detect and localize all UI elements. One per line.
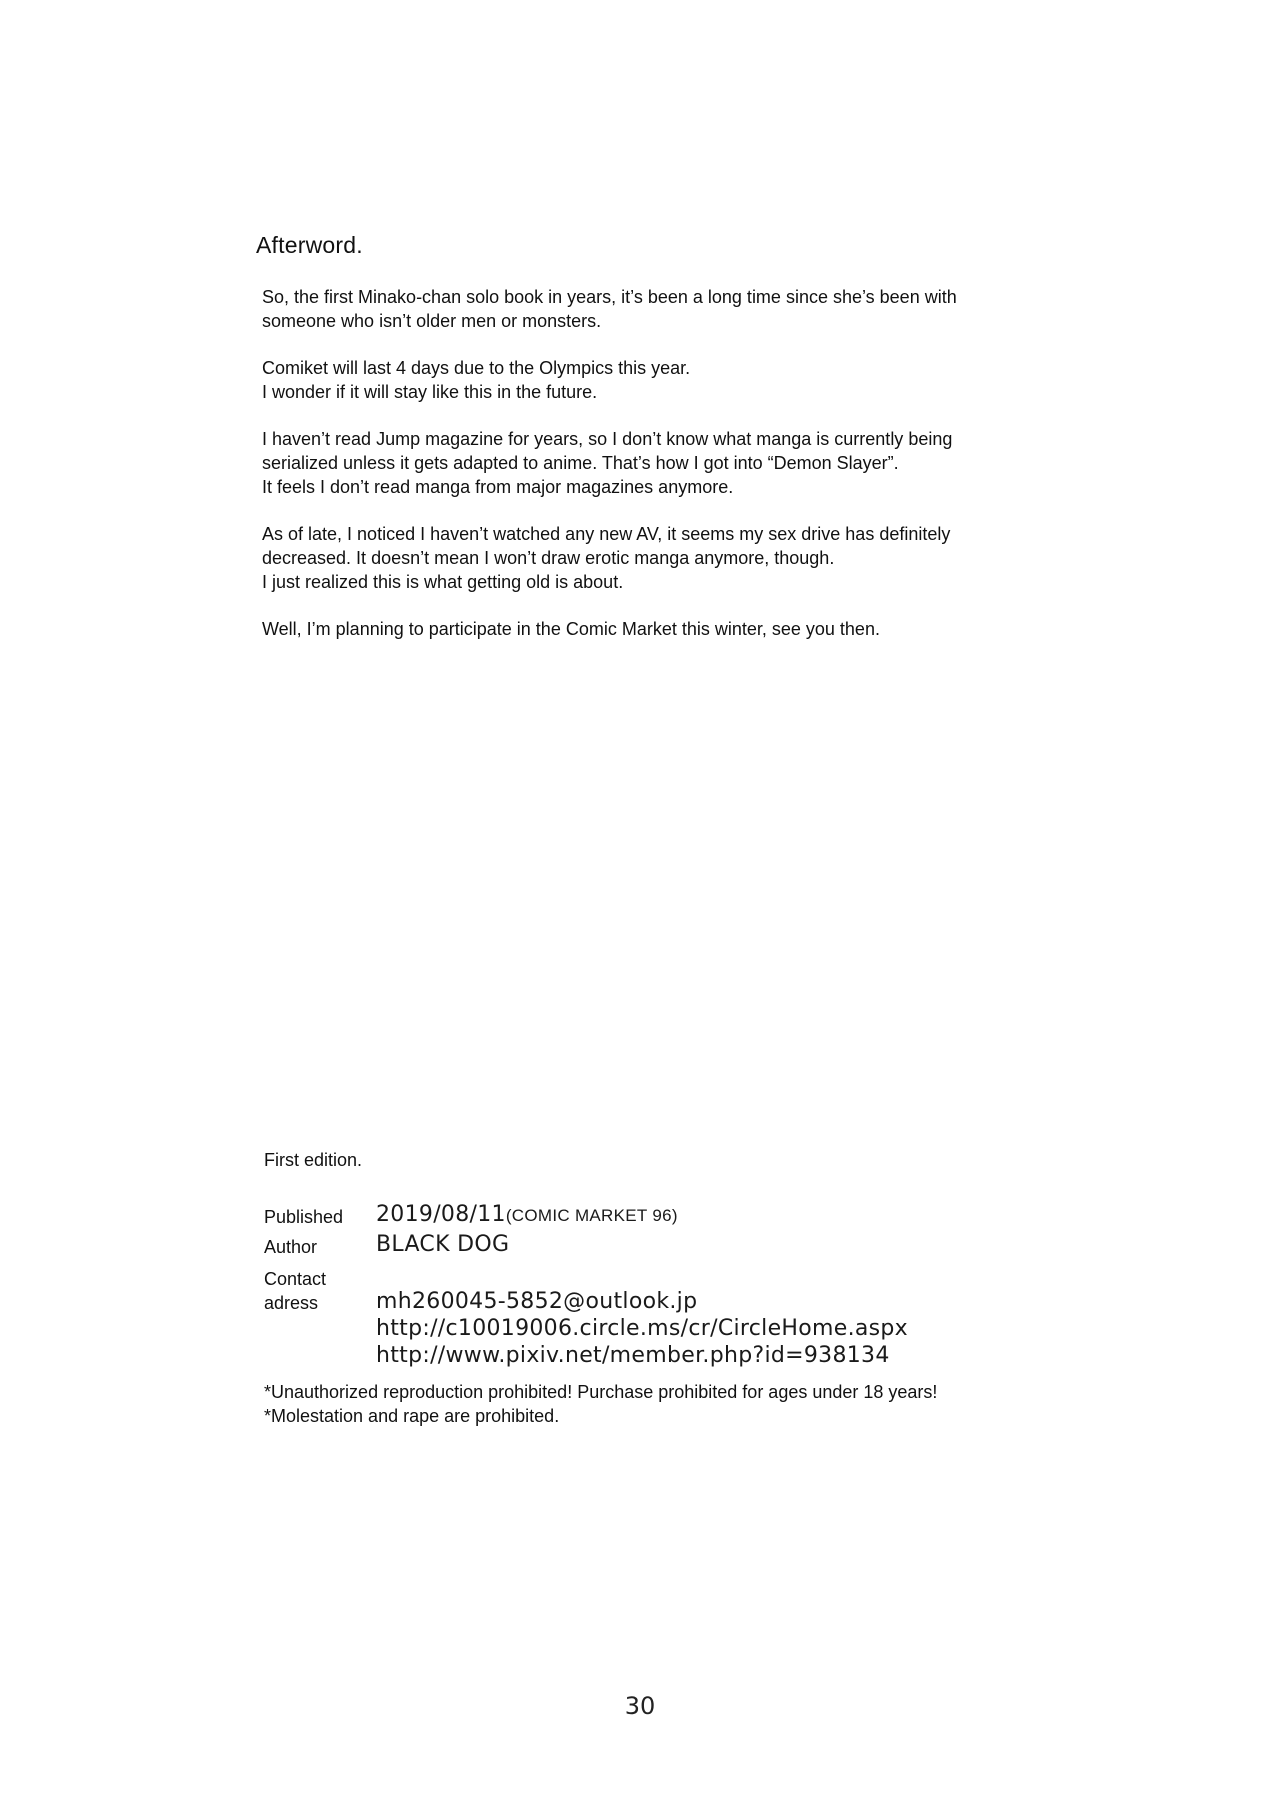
paragraph-5 — [262, 617, 1182, 641]
pixiv-url[interactable]: http://www.pixiv.net/member.php?id=938134 — [376, 1343, 890, 1368]
author-label: Author — [264, 1237, 318, 1257]
contact-label-2: adress — [264, 1293, 319, 1313]
paragraph-line: It feels I don’t read manga from major magazines anymore. — [262, 477, 734, 497]
edition-label: First edition. — [264, 1150, 363, 1170]
author-value: BLACK DOG — [376, 1232, 510, 1257]
legal-note: *Molestation and rape are prohibited. — [264, 1406, 560, 1426]
paragraph-line: I haven’t read Jump magazine for years, so I don’t know what manga is currently being — [262, 429, 953, 449]
paragraph-4 — [262, 522, 1182, 594]
published-date: 2019/08/11 — [376, 1202, 506, 1227]
paragraph-line: As of late, I noticed I haven’t watched any new AV, it seems my sex drive has definitely — [262, 524, 951, 544]
paragraph-line: So, the first Minako-chan solo book in years, it’s been a long time since she’s been with — [262, 287, 957, 307]
published-event: (COMIC MARKET 96) — [505, 1206, 678, 1225]
published-label: Published — [264, 1207, 344, 1227]
page-number: 30 — [624, 1692, 656, 1720]
contact-email[interactable]: mh260045-5852@outlook.jp — [376, 1289, 698, 1314]
paragraph-1 — [262, 285, 1182, 333]
paragraph-line: Comiket will last 4 days due to the Olympics this year. — [262, 358, 691, 378]
afterword-heading: Afterword. — [256, 232, 363, 258]
legal-note: *Unauthorized reproduction prohibited! Purchase prohibited for ages under 18 years! — [264, 1382, 938, 1402]
paragraph-line: I just realized this is what getting old is about. — [262, 572, 624, 592]
paragraph-2 — [262, 356, 1182, 404]
paragraph-line: Well, I’m planning to participate in the Comic Market this winter, see you then. — [262, 619, 880, 639]
circle-url[interactable]: http://c10019006.circle.ms/cr/CircleHome.aspx — [376, 1316, 908, 1341]
legal-notes — [264, 1380, 937, 1428]
contact-label-1: Contact — [264, 1269, 327, 1289]
paragraph-line: I wonder if it will stay like this in the future. — [262, 382, 598, 402]
published-value — [376, 1202, 678, 1227]
paragraph-line: serialized unless it gets adapted to anime. That’s how I got into “Demon Slayer”. — [262, 453, 899, 473]
paragraph-line: decreased. It doesn’t mean I won’t draw erotic manga anymore, though. — [262, 548, 835, 568]
paragraph-line: someone who isn’t older men or monsters. — [262, 311, 602, 331]
paragraph-3 — [262, 427, 1182, 499]
afterword-body — [262, 285, 1182, 664]
